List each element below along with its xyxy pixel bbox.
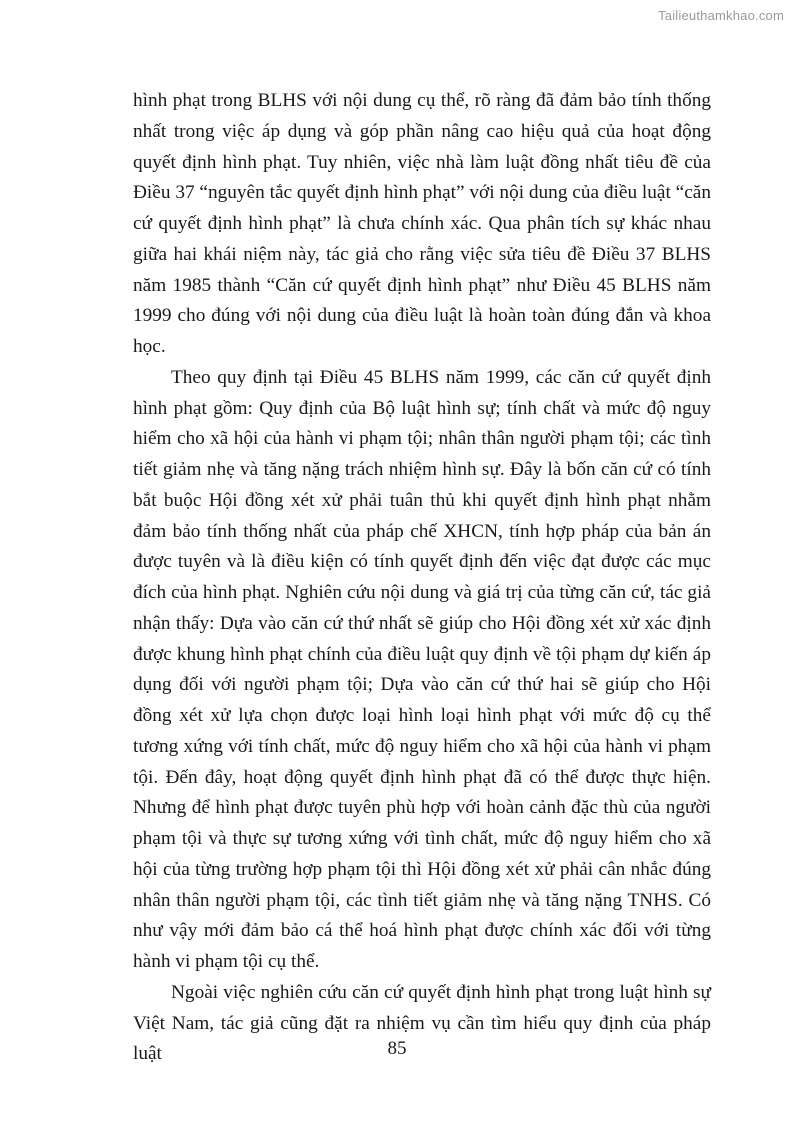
watermark-text: Tailieuthamkhao.com bbox=[658, 8, 784, 23]
page-number: 85 bbox=[387, 1038, 407, 1059]
document-body bbox=[133, 86, 711, 1070]
paragraph-research: Ngoài việc nghiên cứu căn cứ quyết định hình phạt trong luật hình sự Việt Nam, tác giả cũng đặt ra nhiệm vụ cần tìm hiểu quy định của pháp luật bbox=[133, 981, 711, 1065]
paragraph-continuation: hình phạt trong BLHS với nội dung cụ thể, rõ ràng đã đảm bảo tính thống nhất trong việc áp dụng và góp phần nâng cao hiệu quả của hoạt động quyết định hình phạt. Tuy nhiên, việc nhà làm luật đồng nhất tiêu đề của Điều 37 “nguyên tắc quyết định hình phạt” với nội dung của điều luật “căn cứ quyết định hình phạt” là chưa chính xác. Qua phân tích sự khác nhau giữa hai khái niệm này, tác giả cho rằng việc sửa tiêu đề Điều 37 BLHS năm 1985 thành “Căn cứ quyết định hình phạt” như Điều 45 BLHS năm 1999 cho đúng với nội dung của điều luật là hoàn toàn đúng đắn và khoa học. bbox=[133, 90, 711, 357]
paragraph-criteria: Theo quy định tại Điều 45 BLHS năm 1999, các căn cứ quyết định hình phạt gồm: Quy định của Bộ luật hình sự; tính chất và mức độ nguy hiểm cho xã hội của hành vi phạm tội; nhân thân người phạm tội; các tình tiết giảm nhẹ và tăng nặng trách nhiệm hình sự. Đây là bốn căn cứ có tính bắt buộc Hội đồng xét xử phải tuân thủ khi quyết định hình phạt nhằm đảm bảo tính thống nhất của pháp chế XHCN, tính hợp pháp của bản án được tuyên và là điều kiện có tính quyết định đến việc đạt được các mục đích của hình phạt. Nghiên cứu nội dung và giá trị của từng căn cứ, tác giả nhận thấy: Dựa vào căn cứ thứ nhất sẽ giúp cho Hội đồng xét xử xác định được khung hình phạt chính của điều luật quy định về tội phạm dự kiến áp dụng đối với người phạm tội; Dựa vào căn cứ thứ hai sẽ giúp cho Hội đồng xét xử lựa chọn được loại hình loại hình phạt với mức độ cụ thể tương xứng với tính chất, mức độ nguy hiểm cho xã hội của hành vi phạm tội. Đến đây, hoạt động quyết định hình phạt đã có thể được thực hiện. Nhưng để hình phạt được tuyên phù hợp với hoàn cảnh đặc thù của người phạm tội và thực sự tương xứng với tình chất, mức độ nguy hiểm cho xã hội của từng trường hợp phạm tội thì Hội đồng xét xử phải cân nhắc đúng nhân thân người phạm tội, các tình tiết giảm nhẹ và tăng nặng TNHS. Có như vậy mới đảm bảo cá thể hoá hình phạt được chính xác đối với từng hành vi phạm tội cụ thể. bbox=[133, 366, 711, 972]
